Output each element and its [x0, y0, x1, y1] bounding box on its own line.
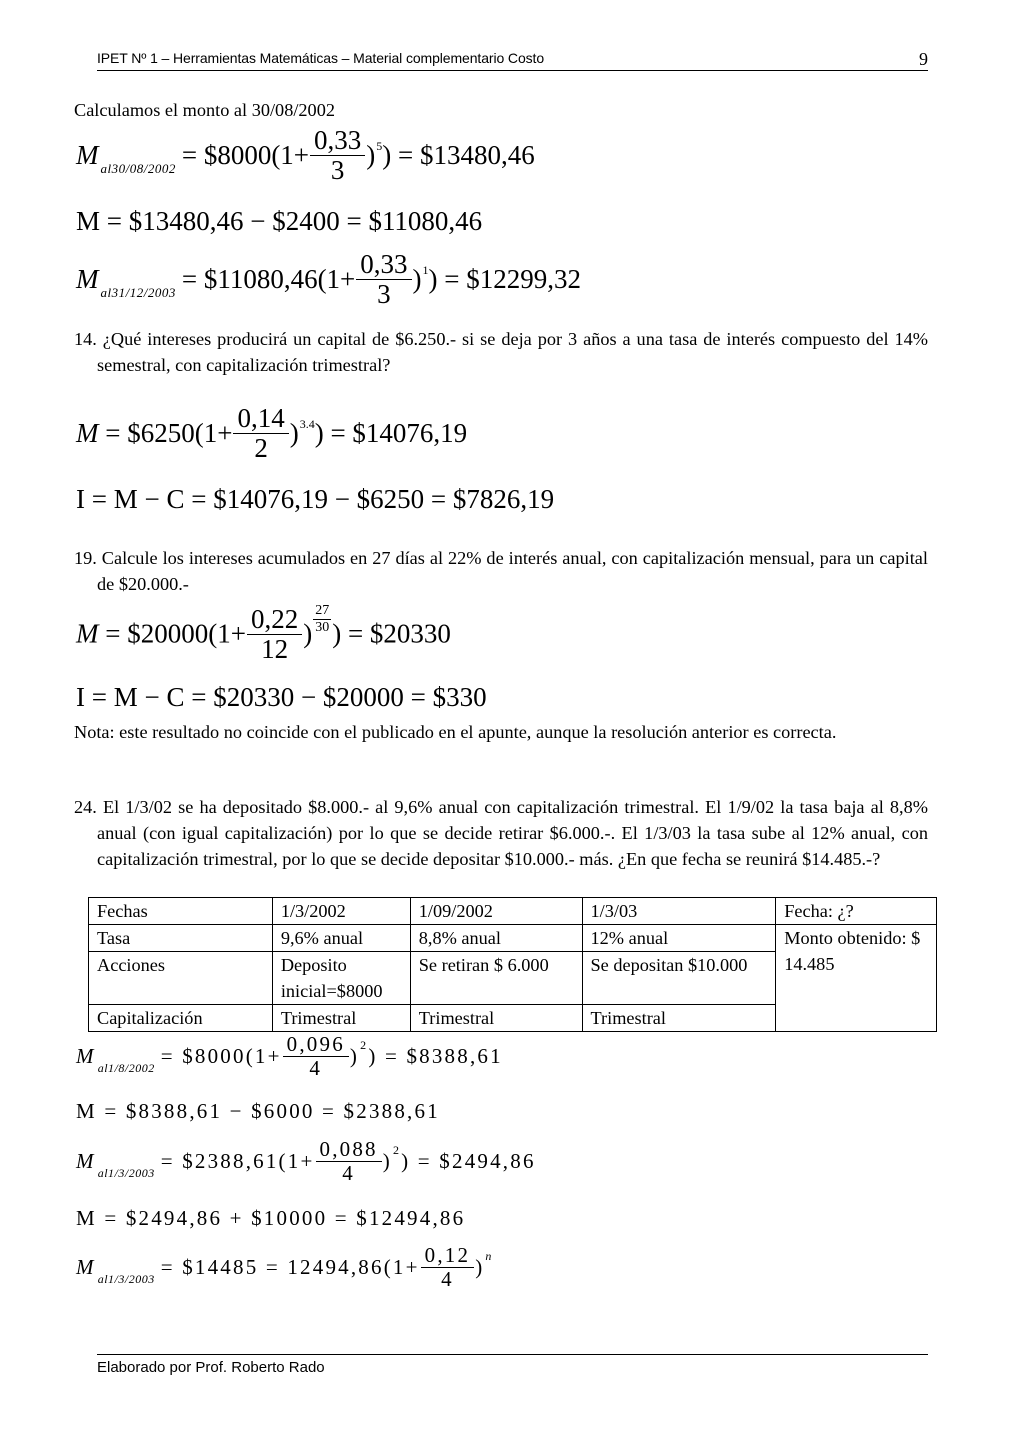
eq10-denominator: 4 [342, 1160, 355, 1185]
eq4-rhs: ) = $14076,19 [314, 418, 468, 449]
question-14 [74, 326, 928, 378]
equation-interes-q19: I = M − C = $20330 − $20000 = $330 [76, 682, 487, 712]
eq6-exponent-numerator: 27 [315, 603, 330, 618]
equation-monto-30-08-2002: M $_{al30/08/2002}$ = $8000(1+ $\frac{0,33}{3}$ )$^5$) = $13480,46 [76, 125, 535, 186]
eq1-subscript: al30/08/2002 [100, 161, 176, 177]
table-cell: Se depositan $10.000 [582, 952, 776, 1005]
eq1-m: M [76, 140, 99, 171]
eq3-denominator: 3 [377, 279, 391, 310]
eq3-rhs: ) = $12299,32 [428, 264, 582, 295]
table-cell: 1/09/2002 [410, 898, 582, 925]
eq12-m: M [76, 1255, 96, 1280]
eq1-rhs: ) = $13480,46 [382, 140, 535, 171]
table-cell: Deposito inicial=$8000 [272, 952, 410, 1005]
eq12-exponent: n [485, 1249, 494, 1264]
eq3-fraction [356, 250, 411, 310]
table-cell: Trimestral [582, 1005, 776, 1032]
page-footer [97, 1354, 928, 1376]
equation-monto-q19: M = $20000(1+ $\frac{0,22}{12}$ ) $\frac{27}{30}$ ) = $20330 [76, 603, 451, 664]
equation-monto-final: M $_{al1/3/2003}$ = $14485 = 12494,86(1+ $\frac{0,12}{4}$ )$^n$ [76, 1243, 494, 1291]
table-cell: 8,8% anual [410, 925, 582, 952]
table-cell: 1/3/03 [582, 898, 776, 925]
header-title: IPET Nº 1 – Herramientas Matemáticas – Material complementario Costo [97, 50, 545, 66]
eq6-numerator: 0,22 [247, 605, 302, 635]
table-cell: Trimestral [410, 1005, 582, 1032]
table-cell: 1/3/2002 [272, 898, 410, 925]
eq4-exponent: 3.4 [299, 417, 315, 432]
eq4-m: M [76, 418, 99, 449]
eq10-fraction [316, 1138, 382, 1185]
equation-monto-31-12-2003: M $_{al31/12/2003}$ = $11080,46(1+ $\frac{0,33}{3}$ )$^1$) = $12299,32 [76, 249, 582, 310]
eq8-exponent: 2 [360, 1038, 369, 1053]
eq1-lhs: = $8000(1+ [181, 140, 310, 171]
equation-monto-deposito: M = $2494,86 + $10000 = $12494,86 [76, 1206, 466, 1230]
question-19-text: 19. Calcule los intereses acumulados en 27 días al 22% de interés anual, con capitalización mensual, para un capital de $20.000.- [74, 548, 928, 594]
eq8-lhs: = $8000(1+ [160, 1044, 282, 1069]
data-table [88, 897, 937, 1032]
equation-interes-q14: I = M − C = $14076,19 − $6250 = $7826,19 [76, 484, 555, 514]
eq8-subscript: al1/8/2002 [97, 1061, 155, 1076]
table-cell: 12% anual [582, 925, 776, 952]
eq10-subscript: al1/3/2003 [97, 1166, 155, 1181]
eq4-numerator: 0,14 [233, 404, 288, 434]
table-cell-monto: Monto obtenido: $ 14.485 [776, 925, 937, 1032]
eq6-lhs: = $20000(1+ [98, 618, 246, 649]
table-cell: Se retiran $ 6.000 [410, 952, 582, 1005]
eq8-fraction [283, 1033, 349, 1080]
page-number: 9 [919, 49, 928, 69]
eq1-fraction [310, 126, 365, 186]
note [74, 719, 928, 745]
eq12-denominator: 4 [441, 1266, 454, 1291]
table-cell: Fecha: ¿? [776, 898, 937, 925]
table-row [89, 898, 937, 925]
eq12-fraction [421, 1244, 475, 1291]
eq3-exponent: 1 [422, 263, 429, 278]
question-14-text: 14. ¿Qué intereses producirá un capital de $6.250.- si se deja por 3 años a una tasa de interés compuesto del 14% semestral, con capitalización trimestral? [74, 329, 928, 375]
equation-monto-1-8-2002: M $_{al1/8/2002}$ = $8000(1+ $\frac{0,096}{4}$ )$^2$) = $8388,61 [76, 1032, 503, 1080]
eq4-denominator: 2 [254, 433, 268, 464]
table-cell: Tasa [89, 925, 273, 952]
eq3-m: M [76, 264, 99, 295]
eq6-m: M [76, 618, 99, 649]
eq1-exponent: 5 [376, 139, 383, 154]
eq8-numerator: 0,096 [283, 1033, 349, 1057]
eq3-subscript: al31/12/2003 [100, 285, 176, 301]
eq10-exponent: 2 [392, 1143, 402, 1158]
table-cell: Trimestral [272, 1005, 410, 1032]
equation-monto-retiro: M = $8388,61 − $6000 = $2388,61 [76, 1099, 440, 1123]
eq6-fraction [247, 605, 302, 665]
question-24 [74, 794, 928, 872]
table-cell: 9,6% anual [272, 925, 410, 952]
eq12-lhs: = $14485 = 12494,86(1+ [160, 1255, 420, 1280]
footer-text: Elaborado por Prof. Roberto Rado [97, 1359, 325, 1376]
eq6-denominator: 12 [261, 633, 289, 664]
eq6-exponent-fraction [313, 604, 331, 635]
equation-monto-resta: M = $13480,46 − $2400 = $11080,46 [76, 206, 483, 236]
table-cell: Fechas [89, 898, 273, 925]
eq4-lhs: = $6250(1+ [98, 418, 233, 449]
eq10-rhs: ) = $2494,86 [401, 1149, 536, 1174]
table-cell: Acciones [89, 952, 273, 1005]
eq3-numerator: 0,33 [356, 250, 411, 280]
eq6-exponent-denominator: 30 [315, 619, 330, 635]
equation-monto-q14: M = $6250(1+ $\frac{0,14}{2}$ )$^{3.4}$) = $14076,19 [76, 403, 468, 464]
eq12-subscript: al1/3/2003 [97, 1272, 155, 1287]
eq8-denominator: 4 [309, 1055, 323, 1080]
eq8-rhs: ) = $8388,61 [368, 1044, 503, 1069]
eq8-m: M [76, 1044, 96, 1069]
page-header [97, 48, 928, 71]
eq10-numerator: 0,088 [316, 1138, 382, 1162]
intro-text: Calculamos el monto al 30/08/2002 [74, 100, 335, 120]
eq10-m: M [76, 1149, 96, 1174]
eq10-lhs: = $2388,61(1+ [160, 1149, 315, 1174]
question-19 [74, 545, 928, 597]
eq1-numerator: 0,33 [310, 126, 365, 156]
eq6-rhs: ) = $20330 [332, 618, 451, 649]
eq3-lhs: = $11080,46(1+ [181, 264, 356, 295]
table-row [89, 925, 937, 952]
equation-monto-1-3-2003: M $_{al1/3/2003}$ = $2388,61(1+ $\frac{0,088}{4}$ )$^2$) = $2494,86 [76, 1137, 536, 1185]
eq12-numerator: 0,12 [421, 1244, 475, 1268]
question-24-text: 24. El 1/3/02 se ha depositado $8.000.- al 9,6% anual con capitalización trimestral. El 1/9/02 la tasa baja al 8,8% anual (con igual capitalización) por lo que se decide retirar $6.000.-. El 1/3/03 la tasa sube al 12% anual, con capitalización trimestral, por lo que se decide depositar $10.000.- más. ¿En que fecha se reunirá $14.485.-? [74, 797, 928, 869]
eq1-denominator: 3 [330, 155, 345, 186]
eq4-fraction [233, 404, 288, 464]
note-text: Nota: este resultado no coincide con el publicado en el apunte, aunque la resolución anterior es correcta. [74, 722, 837, 742]
table-cell: Capitalización [89, 1005, 273, 1032]
